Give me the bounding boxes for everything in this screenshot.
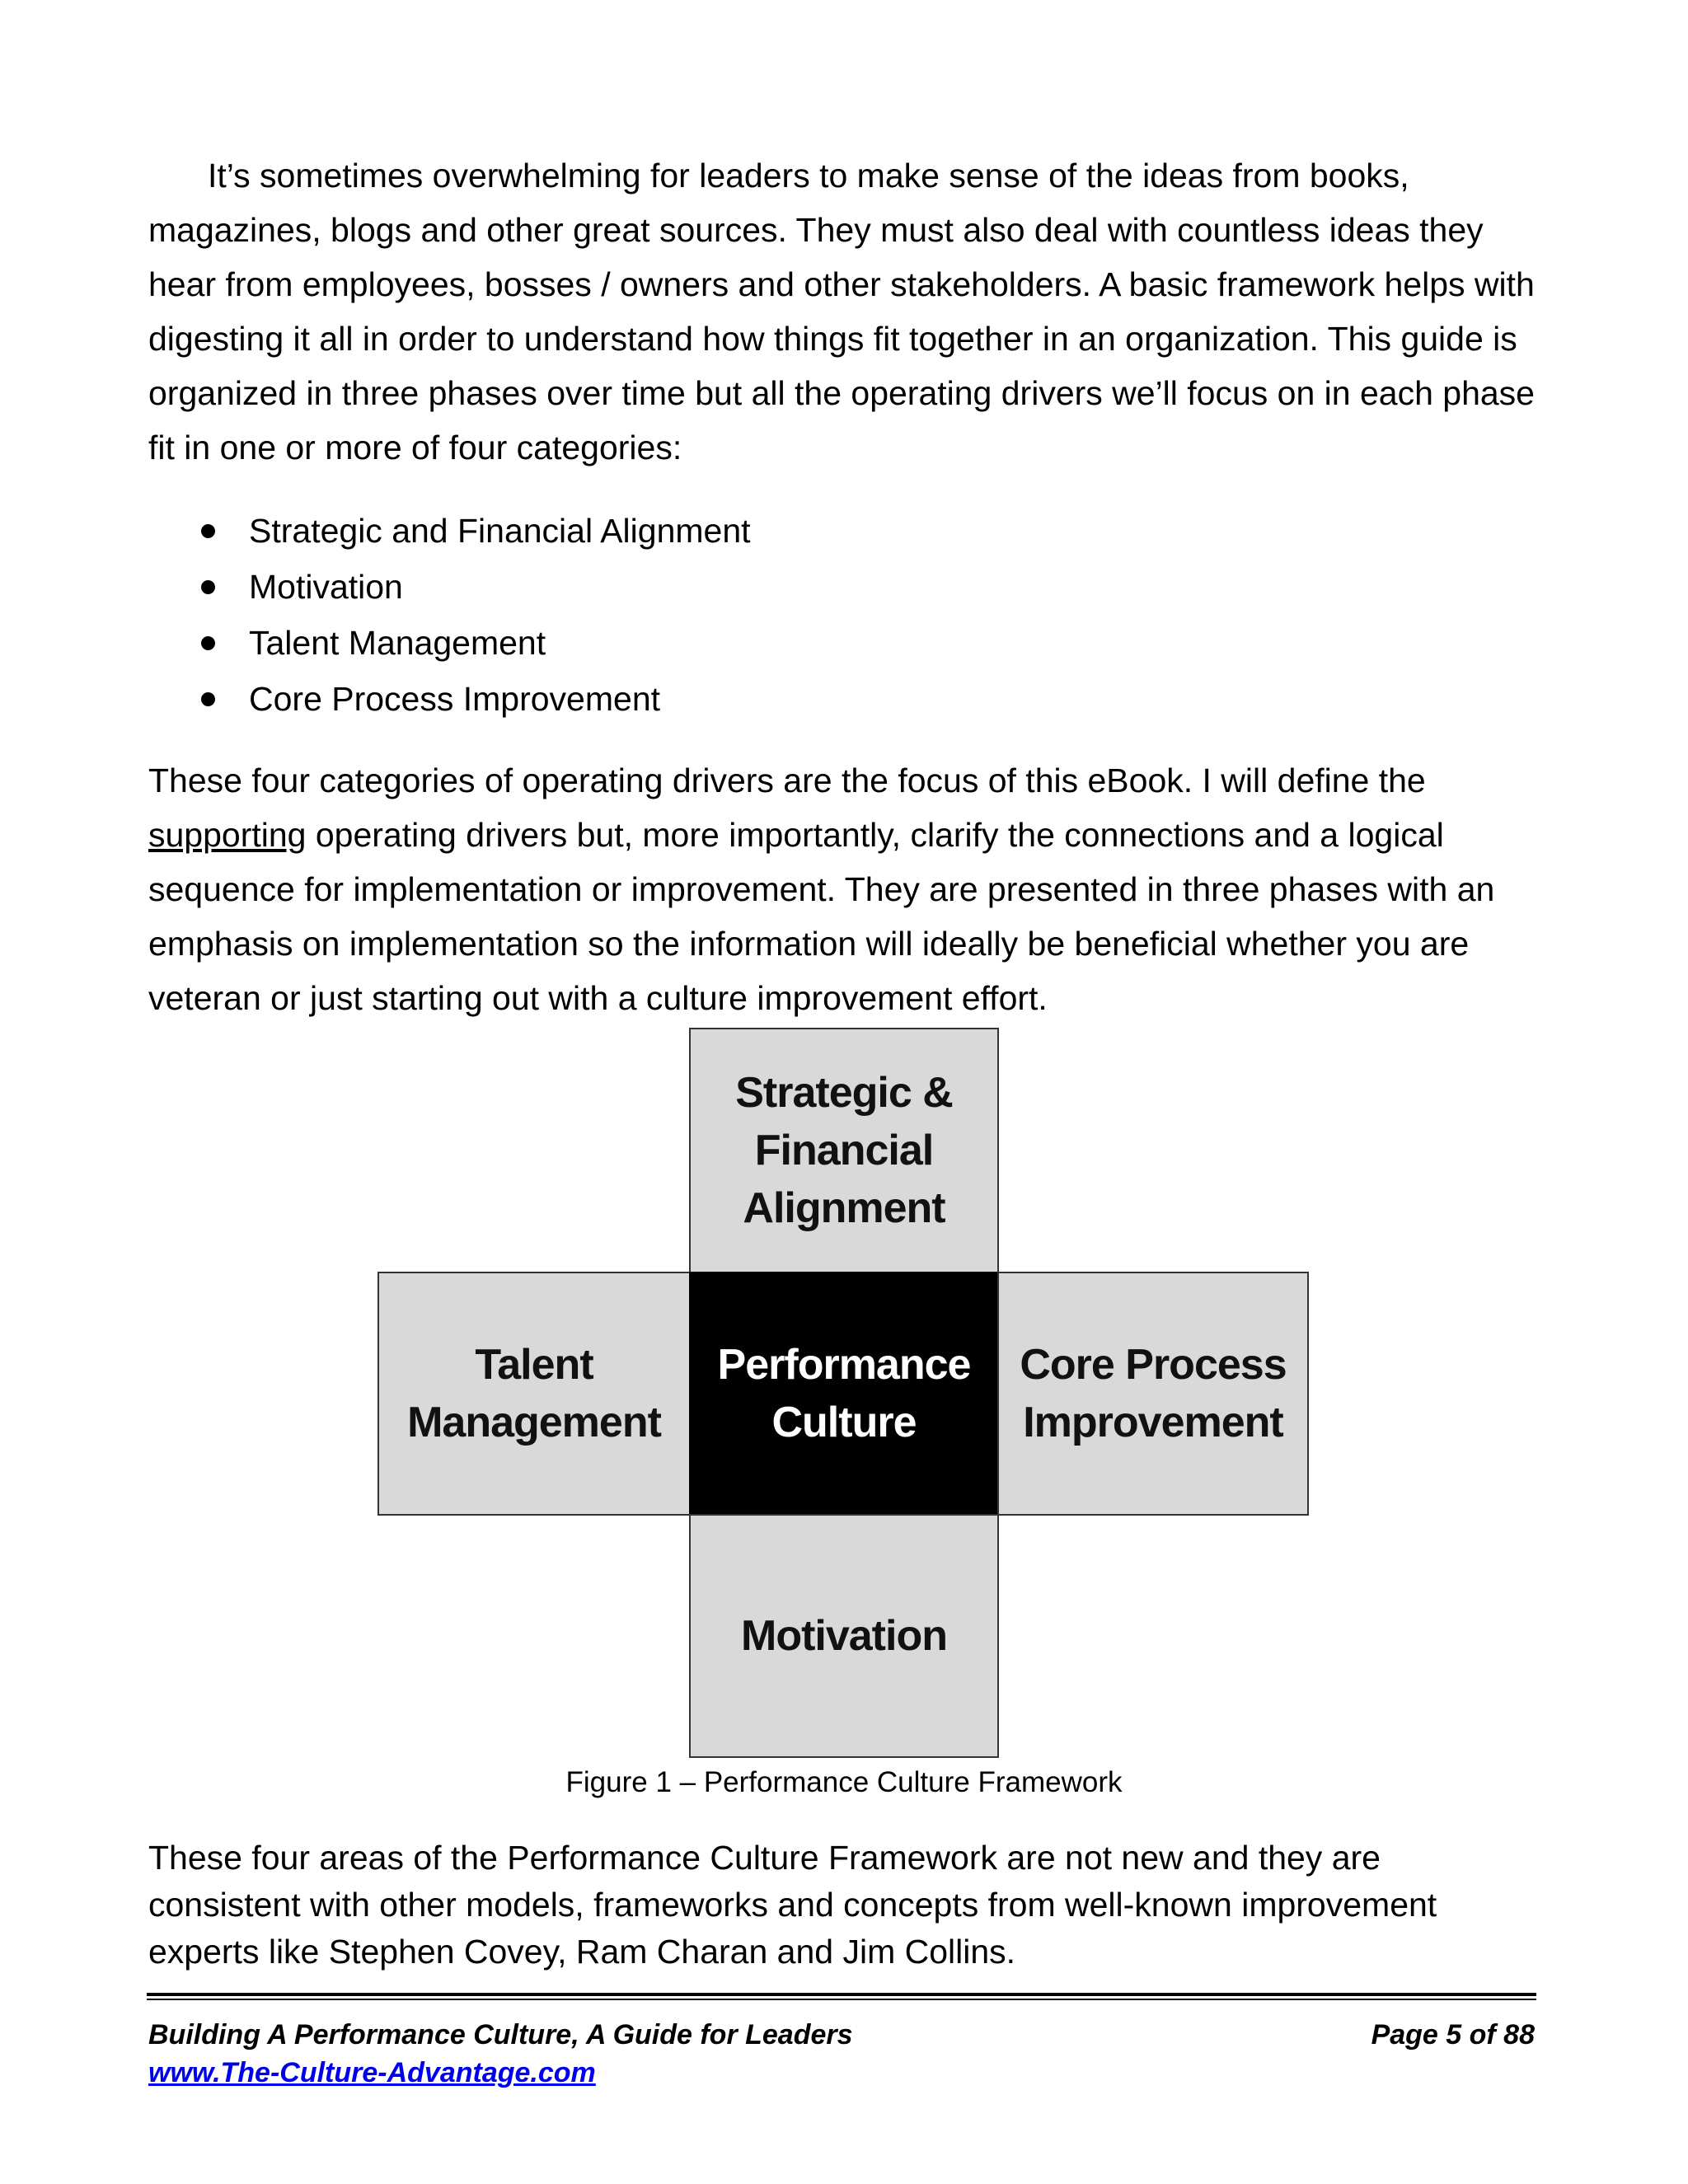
diagram-box-performance-culture: Performance Culture [689, 1272, 999, 1516]
figure-caption: Figure 1 – Performance Culture Framework [565, 1766, 1123, 1798]
footer-website-link[interactable]: www.The-Culture-Advantage.com [148, 2057, 596, 2088]
focus-paragraph: These four categories of operating drivers are the focus of this eBook. I will define the supporting operating drivers but, more importantly, clarify the connections and a logical sequence for implementation or improvement. They are presented in three phases with an emphasis on implementation so the information will ideally be beneficial whether you are veteran or just starting out with a culture improvement effort. [148, 762, 1495, 1017]
closing-paragraph: These four areas of the Performance Culture Framework are not new and they are consistent with other models, frameworks and concepts from well-known improvement experts like Stephen Covey, Ram Charan and Jim Collins. [148, 1839, 1437, 1971]
diagram-box-strategic-alignment: Strategic & Financial Alignment [689, 1028, 999, 1273]
intro-paragraph-text: It’s sometimes overwhelming for leaders to make sense of the ideas from books, magazines, blogs and other great sources. They must also deal with countless ideas they hear from employees, bosses / owners and other stakeholders. A basic framework helps with digesting it all in order to understand how things fit together in an organization. This guide is organized in three phases over time but all the operating drivers we’ll focus on in each phase fit in one or more of four categories: [148, 157, 1535, 466]
footer-title: Building A Performance Culture, A Guide for Leaders [148, 2019, 853, 2050]
bullet-icon [201, 636, 215, 650]
bullet-icon [201, 580, 215, 594]
list-item: Core Process Improvement [148, 671, 1467, 727]
bullet-icon [201, 692, 215, 706]
bullet-icon [201, 524, 215, 538]
list-item: Motivation [148, 559, 1467, 615]
intro-paragraph [148, 148, 1541, 475]
category-list [148, 503, 1467, 727]
list-item: Strategic and Financial Alignment [148, 503, 1467, 559]
underlined-word: supporting [148, 816, 307, 854]
footer-divider-thin [147, 1999, 1536, 2000]
diagram-box-motivation: Motivation [689, 1514, 999, 1758]
diagram-box-core-process: Core Process Improvement [997, 1272, 1309, 1516]
list-item: Talent Management [148, 615, 1467, 671]
page-number: Page 5 of 88 [1371, 2019, 1535, 2050]
diagram-box-talent-management: Talent Management [377, 1272, 691, 1516]
footer-divider-thick [147, 1993, 1536, 1996]
